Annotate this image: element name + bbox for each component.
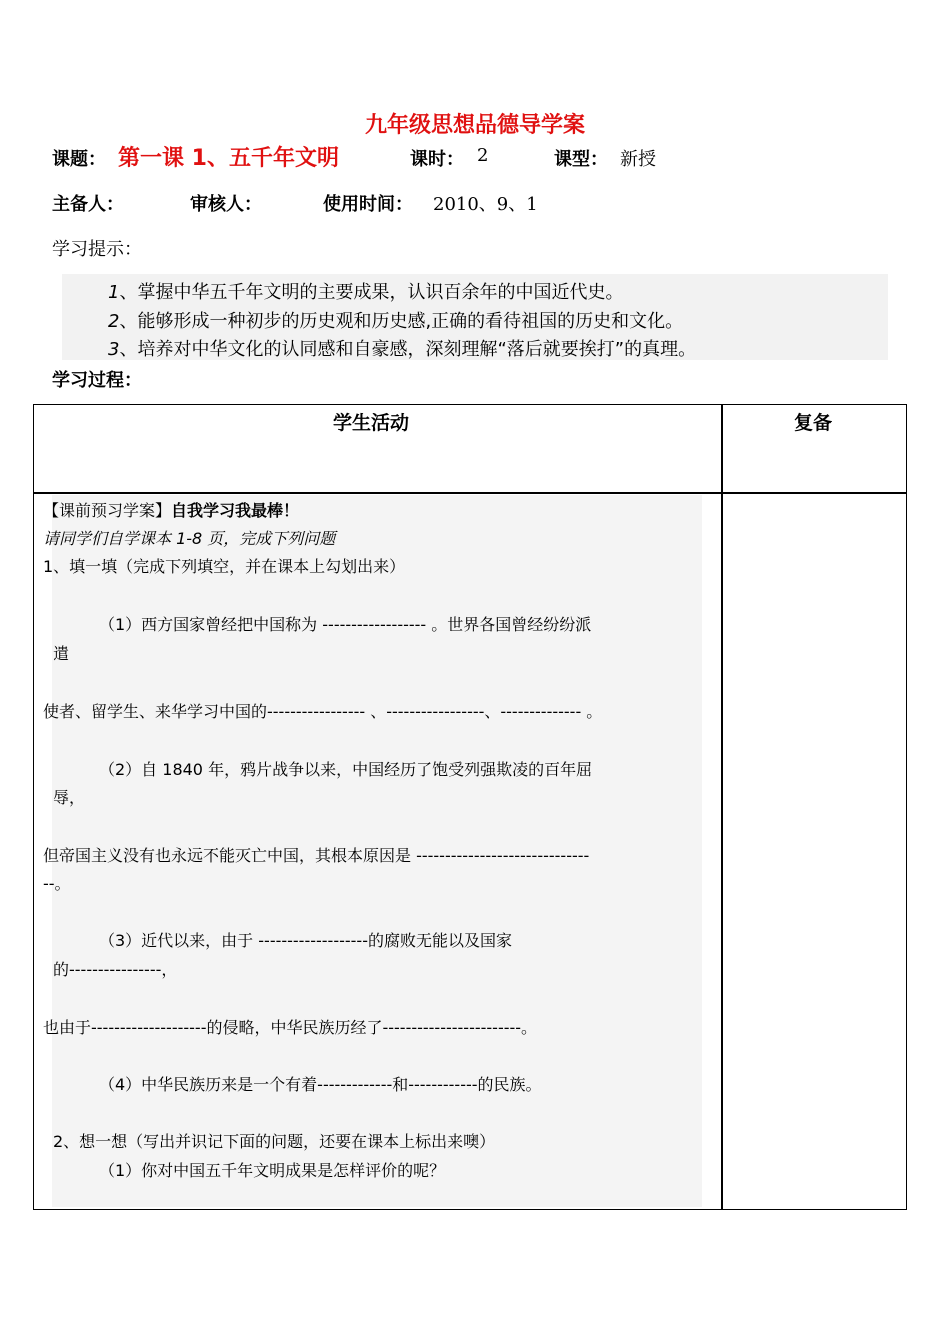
- instruction-text: 请同学们自学课本 1-8 页，完成下列问题: [43, 529, 336, 548]
- q1-item-3-line-2: 的----------------，: [53, 960, 178, 979]
- question-2-title: 2、想一想（写出并识记下面的问题，还要在课本上标出来噢）: [53, 1132, 496, 1151]
- process-heading: 学习过程：: [52, 370, 142, 391]
- reviewer-label: 审核人：: [190, 194, 262, 215]
- section-title: 自我学习我最棒！: [171, 501, 300, 520]
- document-title: 九年级思想品德导学案: [364, 113, 585, 138]
- q1-item-4: （4）中华民族历来是一个有着-------------和------------的民族。: [99, 1075, 542, 1094]
- q1-item-3-line-1: （3）近代以来，由于 -------------------的腐败无能以及国家: [99, 931, 512, 950]
- hint-item-2: [108, 307, 683, 333]
- q1-item-3-line-3: 也由于--------------------的侵略，中华民族历经了------------------------。: [43, 1018, 538, 1037]
- q1-item-1-line-2: 遣: [53, 644, 70, 663]
- hint-text: 、掌握中华五千年文明的主要成果，认识百余年的中国近代史。: [119, 282, 624, 303]
- section-prefix: 【课前预习学案】: [43, 501, 172, 520]
- table-header-divider: [33, 492, 907, 494]
- q1-item-2-line-4: --。: [43, 874, 71, 893]
- hint-item-1: [108, 278, 623, 304]
- hint-number: 1: [108, 282, 120, 303]
- section-heading: [43, 498, 299, 521]
- date-label: 使用时间：: [323, 194, 413, 215]
- lesson-title: 第一课 1、五千年文明: [118, 146, 339, 171]
- type-label: 课型：: [554, 149, 608, 170]
- q1-item-1-line-3: 使者、留学生、来华学习中国的----------------- 、-----------------、-------------- 。: [43, 702, 603, 721]
- type-value: 新授: [620, 149, 656, 170]
- question-1-title: 1、填一填（完成下列填空，并在课本上勾划出来）: [43, 557, 406, 576]
- table-column-divider: [721, 404, 723, 1210]
- hint-number: 2: [108, 311, 120, 332]
- period-label: 课时：: [410, 149, 464, 170]
- hint-text: 、培养对中华文化的认同感和自豪感，深刻理解“落后就要挨打”的真理。: [119, 339, 697, 360]
- hint-number: 3: [108, 339, 120, 360]
- q1-item-1-line-1: （1）西方国家曾经把中国称为 ------------------ 。世界各国曾经纷纷派: [99, 615, 592, 634]
- q1-item-2-line-2: 辱，: [53, 788, 86, 807]
- date-value: 2010、9、1: [433, 194, 538, 215]
- hint-text: 、能够形成一种初步的历史观和历史感,正确的看待祖国的历史和文化。: [119, 311, 684, 332]
- hint-item-3: [108, 335, 696, 361]
- q2-item-1: （1）你对中国五千年文明成果是怎样评价的呢？: [99, 1161, 446, 1180]
- period-value: 2: [477, 145, 489, 166]
- q1-item-2-line-1: （2）自 1840 年，鸦片战争以来，中国经历了饱受列强欺凌的百年屈: [99, 760, 593, 779]
- column-header-activity: 学生活动: [333, 412, 410, 434]
- hints-heading: 学习提示：: [52, 239, 142, 260]
- column-header-review: 复备: [794, 412, 833, 434]
- q1-item-2-line-3: 但帝国主义没有也永远不能灭亡中国，其根本原因是 ------------------------------: [43, 846, 590, 865]
- lesson-label: 课题：: [52, 149, 106, 170]
- preparer-label: 主备人：: [52, 194, 124, 215]
